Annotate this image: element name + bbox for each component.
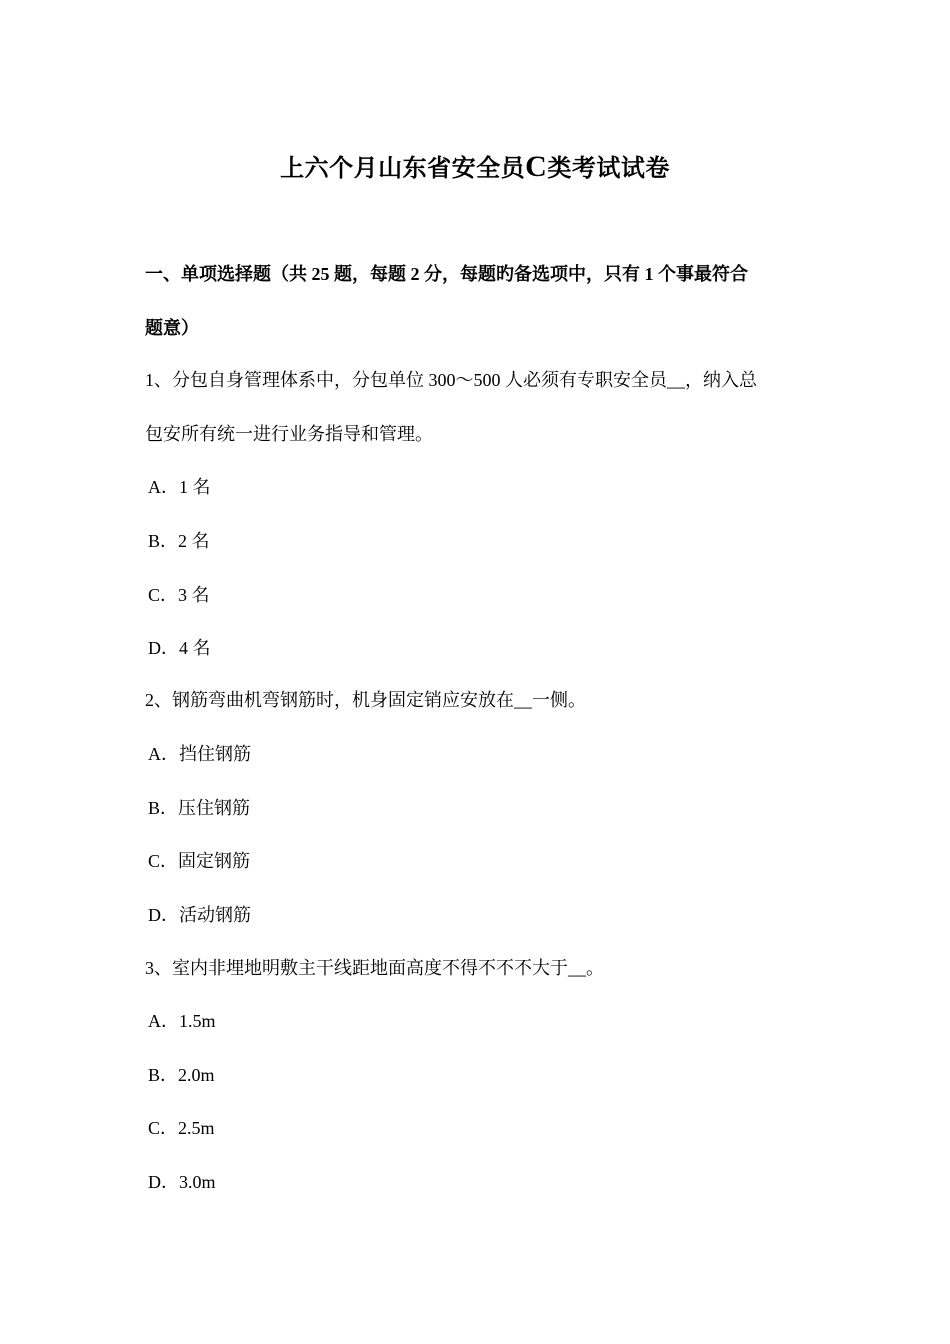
page-title <box>0 148 950 184</box>
question-1-option-b: B．2 名 <box>148 531 210 551</box>
question-3-option-a: A．1.5m <box>148 1011 216 1031</box>
question-3-option-b: B．2.0m <box>148 1065 215 1085</box>
question-2-option-c: C．固定钢筋 <box>148 851 251 871</box>
question-3-stem-line1: 3、室内非埋地明敷主干线距地面高度不得不不不大于__。 <box>145 958 604 978</box>
title-text-part1: 上六个月山东省安全员 <box>280 156 526 182</box>
title-text-part2: C <box>525 150 548 183</box>
question-2-option-b: B．压住钢筋 <box>148 798 251 818</box>
question-3-option-d: D．3.0m <box>148 1172 216 1192</box>
question-1-option-d: D．4 名 <box>148 638 211 658</box>
title-text-part3: 类考试试卷 <box>547 156 670 182</box>
section-heading-line1: 一、单项选择题（共 25 题，每题 2 分，每题旳备选项中，只有 1 个事最符合 <box>145 264 748 284</box>
question-1-stem-line2: 包安所有统一进行业务指导和管理。 <box>145 424 433 444</box>
question-1-stem-line1: 1、分包自身管理体系中，分包单位 300～500 人必须有专职安全员__，纳入总 <box>145 370 757 390</box>
question-3-option-c: C．2.5m <box>148 1118 215 1138</box>
question-2-stem-line1: 2、钢筋弯曲机弯钢筋时，机身固定销应安放在__一侧。 <box>145 690 586 710</box>
section-heading-line2: 题意） <box>145 318 199 338</box>
question-1-option-c: C．3 名 <box>148 585 210 605</box>
question-2-option-a: A．挡住钢筋 <box>148 744 251 764</box>
question-2-option-d: D．活动钢筋 <box>148 905 251 925</box>
question-1-option-a: A．1 名 <box>148 477 211 497</box>
